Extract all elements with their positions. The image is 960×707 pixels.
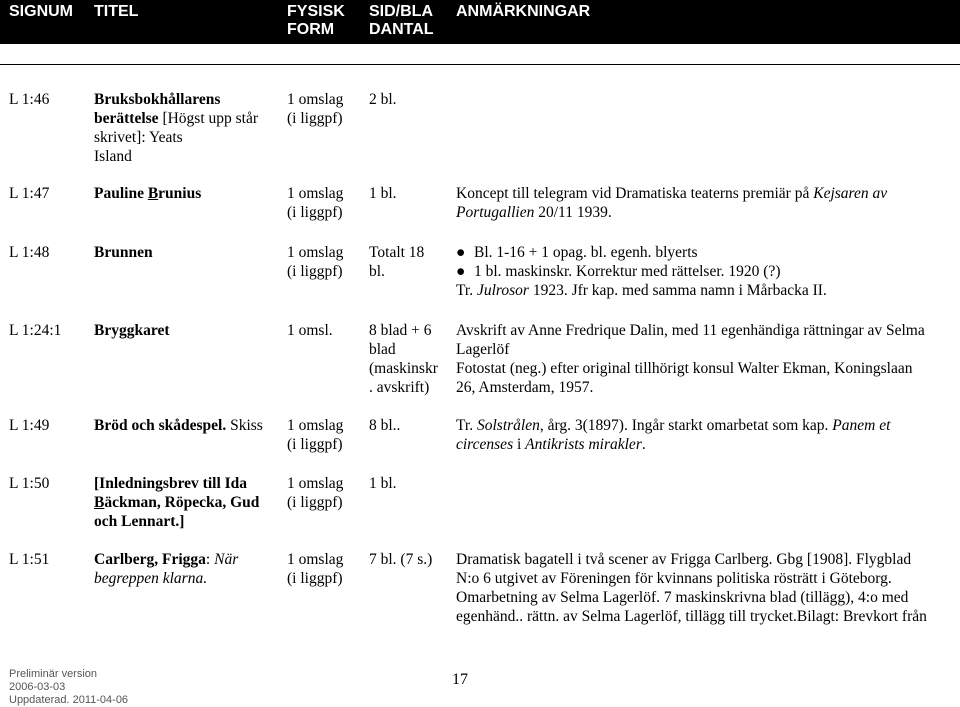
bullet-icon: ● (456, 244, 466, 261)
signum-cell: L 1:48 (9, 244, 50, 261)
pages-cell: 1 bl. (369, 185, 397, 202)
note-text: 20/11 1939. (534, 204, 612, 221)
title-text-underlined: B (147, 185, 159, 202)
signum-cell: L 1:24:1 (9, 322, 62, 339)
signum-cell: L 1:50 (9, 475, 50, 492)
header-fysisk-form (287, 3, 345, 39)
pages-cell: 8 bl.. (369, 417, 401, 434)
title-note: Island (94, 148, 132, 165)
title-text-underlined: B (94, 494, 105, 511)
signum-cell: L 1:51 (9, 551, 50, 568)
list-item (456, 262, 956, 281)
note-italic: Kejsaren av Portugallien (456, 185, 888, 221)
title-note: : (205, 551, 215, 568)
title-italic: När (214, 551, 239, 568)
pages-cell (369, 243, 449, 281)
notes-cell (456, 550, 956, 626)
form-line: 1 omslag (287, 91, 344, 108)
title-text: äckman, Röpecka, Gud (104, 494, 260, 511)
note-italic: Antikrists mirakler (525, 436, 642, 453)
form-line: (i liggpf) (287, 110, 343, 127)
pages-line: 8 blad + 6 (369, 322, 432, 339)
note-text: Koncept till telegram vid Dramatiska teaterns premiär på (456, 185, 814, 202)
title-text: berättelse (94, 110, 159, 127)
title-text: Pauline (94, 185, 148, 202)
note-line: N:o 6 utgivet av Föreningen för kvinnans politiska rösträtt i Göteborg. (456, 570, 892, 587)
form-line: 1 omslag (287, 475, 344, 492)
title-cell (94, 90, 284, 166)
note-italic: Julrosor (476, 282, 529, 299)
header-form-label: FORM (287, 21, 335, 38)
title-cell: Brunnen (94, 244, 153, 261)
pages-cell: 1 bl. (369, 475, 397, 492)
note-text: Tr. (456, 417, 477, 434)
title-line: [Inledningsbrev till Ida (94, 475, 248, 492)
note-text: i (513, 436, 526, 453)
form-line: 1 omslag (287, 417, 344, 434)
title-note: [Högst upp står (162, 110, 259, 127)
signum-cell: L 1:49 (9, 417, 50, 434)
title-line: och Lennart.] (94, 513, 185, 530)
notes-list (456, 243, 956, 281)
header-fysisk-label: FYSISK (287, 3, 345, 20)
note-line (456, 435, 956, 454)
notes-cell (456, 184, 956, 222)
title-text: Bröd och skådespel. (94, 417, 227, 434)
bullet-icon: ● (456, 263, 466, 280)
title-cell (94, 416, 284, 435)
signum-cell: L 1:46 (9, 91, 50, 108)
title-text: runius (158, 185, 202, 202)
list-item (456, 243, 956, 262)
form-line: 1 omslag (287, 244, 344, 261)
title-italic: begreppen klarna. (94, 570, 208, 587)
form-line: (i liggpf) (287, 263, 343, 280)
header-dantal-label: DANTAL (369, 21, 434, 38)
note-text: Tr. (456, 282, 477, 299)
note-line: egenhänd.. rättn. av Selma Lagerlöf, tillägg till trycket.Bilagt: Brevkort från (456, 608, 927, 625)
header-titel: TITEL (94, 3, 139, 20)
form-cell (287, 416, 362, 454)
title-note: Skiss (226, 417, 263, 434)
notes-cell (456, 243, 956, 300)
note-line (456, 416, 956, 435)
notes-cell (456, 321, 956, 397)
note-text: Bl. 1-16 + 1 opag. bl. egenh. blyerts (474, 244, 698, 261)
form-line: 1 omslag (287, 551, 344, 568)
pages-cell: 7 bl. (7 s.) (369, 551, 433, 568)
note-line: Lagerlöf (456, 341, 510, 358)
title-line (94, 493, 284, 512)
notes-cell (456, 416, 956, 454)
page-footer (9, 668, 128, 707)
note-text: 1923. Jfr kap. med samma namn i Mårbacka II. (528, 282, 827, 299)
form-line: (i liggpf) (287, 570, 343, 587)
title-line: Bruksbokhållarens (94, 91, 221, 108)
form-line: (i liggpf) (287, 436, 343, 453)
header-sid-bladantal (369, 3, 434, 39)
form-cell: 1 omsl. (287, 322, 333, 339)
title-text: Carlberg, Frigga (94, 551, 206, 568)
note-italic: circenses (456, 436, 514, 453)
pages-line: bl. (369, 263, 385, 280)
note-line: Avskrift av Anne Fredrique Dalin, med 11 egenhändiga rättningar av Selma (456, 322, 925, 339)
form-line: (i liggpf) (287, 204, 343, 221)
form-cell (287, 90, 362, 128)
header-sidbla-label: SID/BLA (369, 3, 433, 20)
note-line: Dramatisk bagatell i två scener av Frigga Carlberg. Gbg [1908]. Flygblad (456, 551, 912, 568)
header-anmarkningar: ANMÄRKNINGAR (456, 3, 591, 20)
note-line: Omarbetning av Selma Lagerlöf. 7 maskinskrivna blad (tillägg), 4:o med (456, 589, 909, 606)
title-cell (94, 184, 284, 203)
pages-line: (maskinskr (369, 360, 438, 377)
title-cell (94, 474, 284, 531)
note-text: . (641, 436, 646, 453)
signum-cell: L 1:47 (9, 185, 50, 202)
note-line: 26, Amsterdam, 1957. (456, 379, 594, 396)
header-divider (0, 64, 960, 65)
title-note: skrivet]: Yeats (94, 129, 183, 146)
title-cell (94, 550, 284, 588)
footer-version: Preliminär version (9, 668, 98, 680)
table-header (0, 0, 960, 44)
note-line: Fotostat (neg.) efter original tillhörigt konsul Walter Ekman, Koningslaan (456, 360, 913, 377)
pages-cell (369, 321, 449, 397)
note-line (456, 281, 956, 300)
note-italic: Panem et (832, 417, 891, 434)
form-cell (287, 184, 362, 222)
pages-line: . avskrift) (369, 379, 430, 396)
note-text: 1 bl. maskinskr. Korrektur med rättelser. 1920 (?) (474, 263, 781, 280)
form-line: 1 omslag (287, 185, 344, 202)
note-text: , årg. 3(1897). Ingår starkt omarbetat som kap. (539, 417, 833, 434)
pages-line: blad (369, 341, 396, 358)
note-italic: Solstrålen (476, 417, 540, 434)
title-line (94, 109, 284, 128)
title-line (94, 550, 284, 569)
form-line: (i liggpf) (287, 494, 343, 511)
page-number: 17 (452, 671, 468, 688)
pages-cell: 2 bl. (369, 91, 397, 108)
footer-updated: Uppdaterad. 2011-04-06 (9, 694, 129, 706)
pages-line: Totalt 18 (369, 244, 425, 261)
footer-date: 2006-03-03 (9, 681, 66, 693)
form-cell (287, 550, 362, 588)
header-signum: SIGNUM (9, 3, 73, 20)
title-cell: Bryggkaret (94, 322, 170, 339)
form-cell (287, 474, 362, 512)
form-cell (287, 243, 362, 281)
